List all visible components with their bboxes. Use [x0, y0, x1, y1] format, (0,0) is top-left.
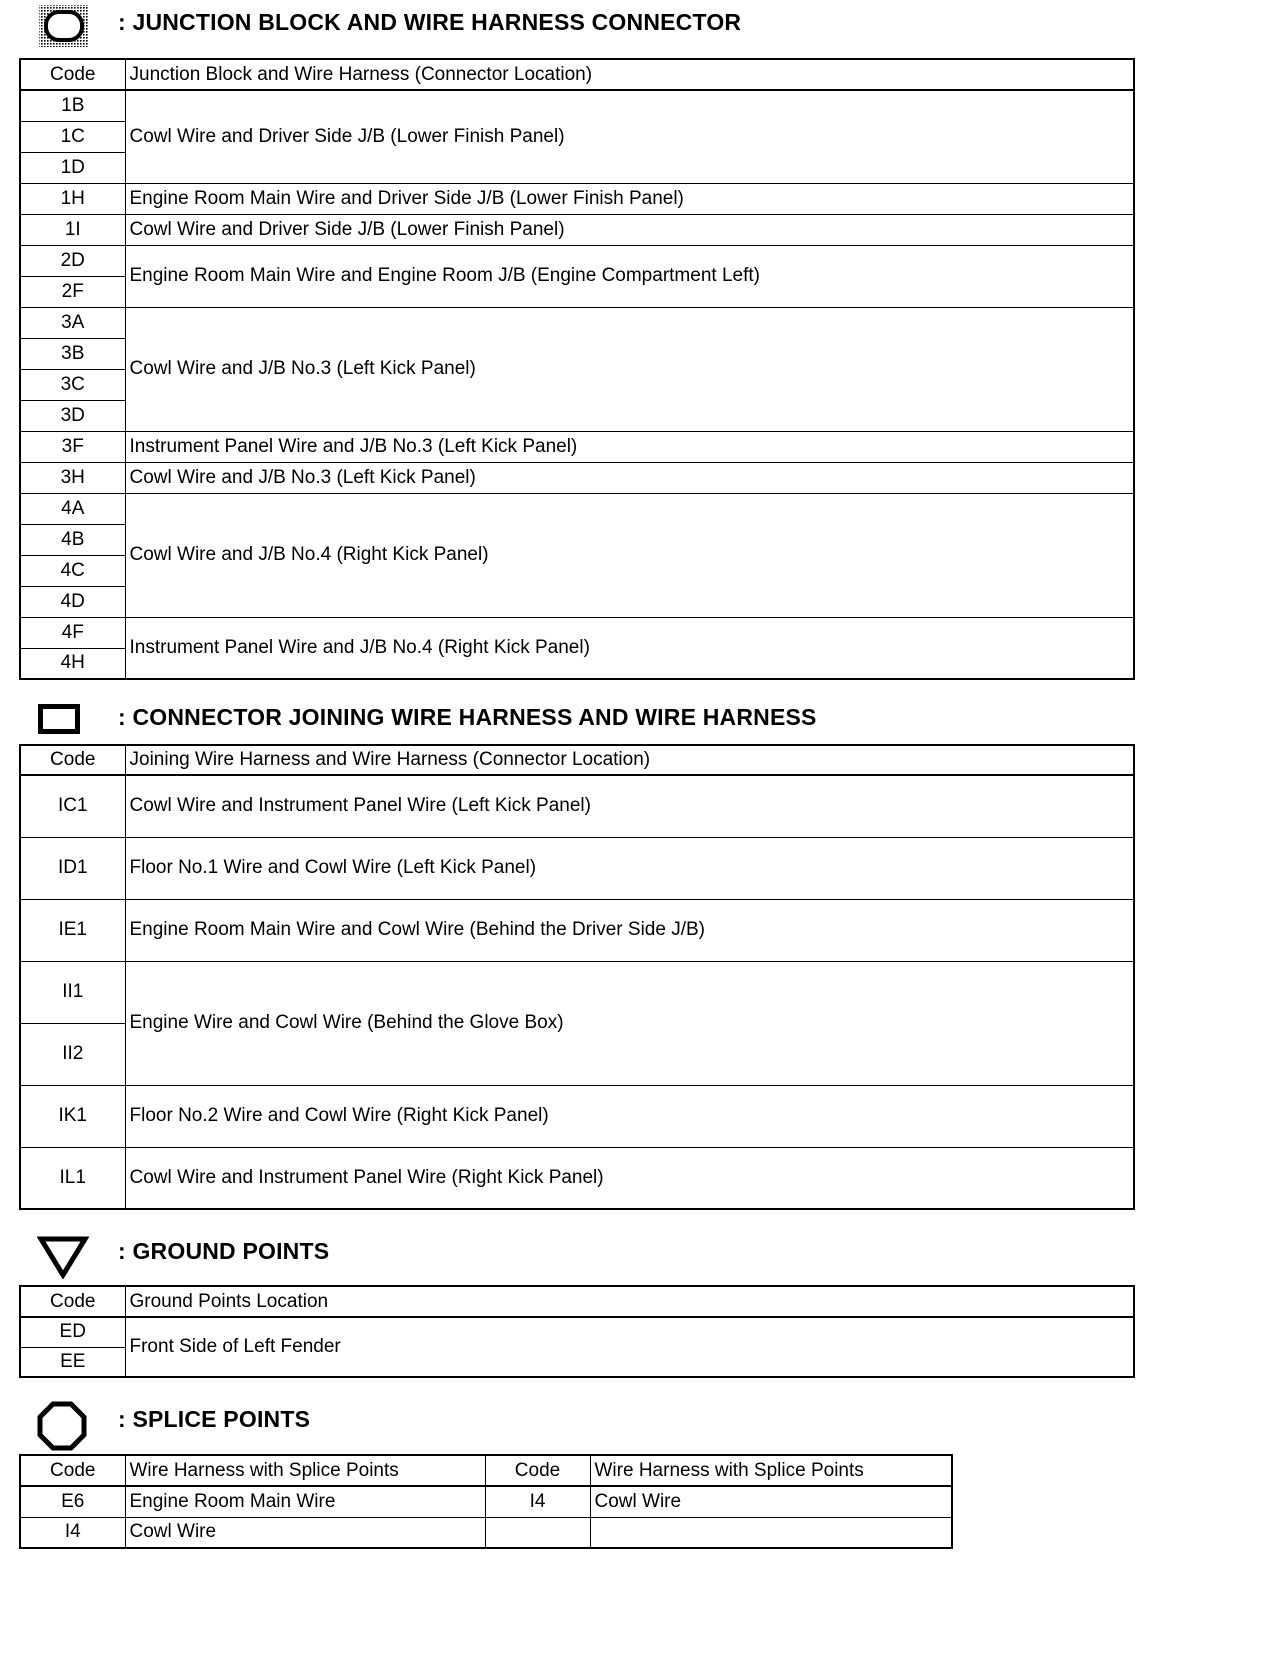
ground-header-desc: Ground Points Location	[125, 1286, 1134, 1317]
table-row	[20, 1147, 1134, 1209]
splice-section-title: : SPLICE POINTS	[118, 1406, 311, 1432]
junction-code: 1H	[20, 183, 125, 214]
splice-header-code-2: Code	[485, 1455, 590, 1486]
junction-code: 1I	[20, 214, 125, 245]
ground-description: Front Side of Left Fender	[125, 1317, 1134, 1377]
connector-header-code: Code	[20, 745, 125, 775]
ground-table	[19, 1285, 1135, 1378]
table-row	[20, 307, 1134, 338]
splice-code: E6	[20, 1486, 125, 1517]
junction-code: 4A	[20, 493, 125, 524]
table-row	[20, 1517, 952, 1548]
table-row	[20, 775, 1134, 837]
connector-code: II2	[20, 1023, 125, 1085]
splice-header-code-1: Code	[20, 1455, 125, 1486]
junction-code: 1B	[20, 90, 125, 121]
junction-description: Cowl Wire and J/B No.4 (Right Kick Panel)	[125, 493, 1134, 617]
connector-code: IC1	[20, 775, 125, 837]
splice-code: I4	[20, 1517, 125, 1548]
junction-description: Cowl Wire and J/B No.3 (Left Kick Panel)	[125, 307, 1134, 431]
connector-description: Cowl Wire and Instrument Panel Wire (Left Kick Panel)	[125, 775, 1134, 837]
junction-code: 1C	[20, 121, 125, 152]
splice-code: I4	[485, 1486, 590, 1517]
splice-table	[19, 1454, 953, 1549]
table-row	[20, 961, 1134, 1023]
connector-description: Floor No.1 Wire and Cowl Wire (Left Kick Panel)	[125, 837, 1134, 899]
table-row	[20, 431, 1134, 462]
table-row	[20, 1486, 952, 1517]
splice-description: Cowl Wire	[590, 1486, 952, 1517]
junction-description: Cowl Wire and J/B No.3 (Left Kick Panel)	[125, 462, 1134, 493]
junction-code: 3B	[20, 338, 125, 369]
connector-code: IE1	[20, 899, 125, 961]
junction-code: 4F	[20, 617, 125, 648]
splice-header-desc-2: Wire Harness with Splice Points	[590, 1455, 952, 1486]
junction-header-code: Code	[20, 59, 125, 90]
table-row	[20, 617, 1134, 648]
connector-header-desc: Joining Wire Harness and Wire Harness (Connector Location)	[125, 745, 1134, 775]
junction-code: 4D	[20, 586, 125, 617]
splice-description: Cowl Wire	[125, 1517, 485, 1548]
ground-point-icon	[37, 1235, 89, 1279]
table-row	[20, 493, 1134, 524]
splice-header-desc-1: Wire Harness with Splice Points	[125, 1455, 485, 1486]
junction-description: Cowl Wire and Driver Side J/B (Lower Finish Panel)	[125, 90, 1134, 183]
junction-block-icon	[38, 4, 90, 48]
junction-code: 3D	[20, 400, 125, 431]
splice-code	[485, 1517, 590, 1548]
junction-code: 4B	[20, 524, 125, 555]
table-row	[20, 245, 1134, 276]
table-row	[20, 183, 1134, 214]
table-row	[20, 214, 1134, 245]
junction-code: 2F	[20, 276, 125, 307]
connector-description: Engine Room Main Wire and Cowl Wire (Behind the Driver Side J/B)	[125, 899, 1134, 961]
table-row	[20, 462, 1134, 493]
table-row	[20, 1317, 1134, 1347]
table-row	[20, 837, 1134, 899]
ground-code: EE	[20, 1347, 125, 1377]
connector-code: II1	[20, 961, 125, 1023]
junction-code: 3F	[20, 431, 125, 462]
junction-description: Engine Room Main Wire and Driver Side J/B (Lower Finish Panel)	[125, 183, 1134, 214]
junction-description: Engine Room Main Wire and Engine Room J/B (Engine Compartment Left)	[125, 245, 1134, 307]
ground-header-code: Code	[20, 1286, 125, 1317]
connector-description: Cowl Wire and Instrument Panel Wire (Right Kick Panel)	[125, 1147, 1134, 1209]
junction-code: 4H	[20, 648, 125, 679]
splice-description	[590, 1517, 952, 1548]
connector-description: Floor No.2 Wire and Cowl Wire (Right Kick Panel)	[125, 1085, 1134, 1147]
ground-code: ED	[20, 1317, 125, 1347]
connector-table	[19, 744, 1135, 1210]
junction-section-title: : JUNCTION BLOCK AND WIRE HARNESS CONNECTOR	[118, 9, 742, 35]
splice-point-icon	[37, 1401, 87, 1451]
connector-code: IL1	[20, 1147, 125, 1209]
table-row	[20, 899, 1134, 961]
connector-description: Engine Wire and Cowl Wire (Behind the Glove Box)	[125, 961, 1134, 1085]
splice-description: Engine Room Main Wire	[125, 1486, 485, 1517]
connector-code: ID1	[20, 837, 125, 899]
ground-section-title: : GROUND POINTS	[118, 1238, 330, 1264]
junction-code: 3A	[20, 307, 125, 338]
junction-code: 4C	[20, 555, 125, 586]
table-row	[20, 90, 1134, 121]
connector-icon	[38, 704, 80, 734]
table-row	[20, 1085, 1134, 1147]
junction-header-desc: Junction Block and Wire Harness (Connector Location)	[125, 59, 1134, 90]
junction-description: Cowl Wire and Driver Side J/B (Lower Finish Panel)	[125, 214, 1134, 245]
connector-section-title: : CONNECTOR JOINING WIRE HARNESS AND WIRE HARNESS	[118, 704, 817, 730]
junction-description: Instrument Panel Wire and J/B No.4 (Right Kick Panel)	[125, 617, 1134, 679]
junction-code: 1D	[20, 152, 125, 183]
junction-code: 2D	[20, 245, 125, 276]
connector-code: IK1	[20, 1085, 125, 1147]
junction-table	[19, 58, 1135, 680]
junction-code: 3H	[20, 462, 125, 493]
junction-code: 3C	[20, 369, 125, 400]
junction-description: Instrument Panel Wire and J/B No.3 (Left Kick Panel)	[125, 431, 1134, 462]
